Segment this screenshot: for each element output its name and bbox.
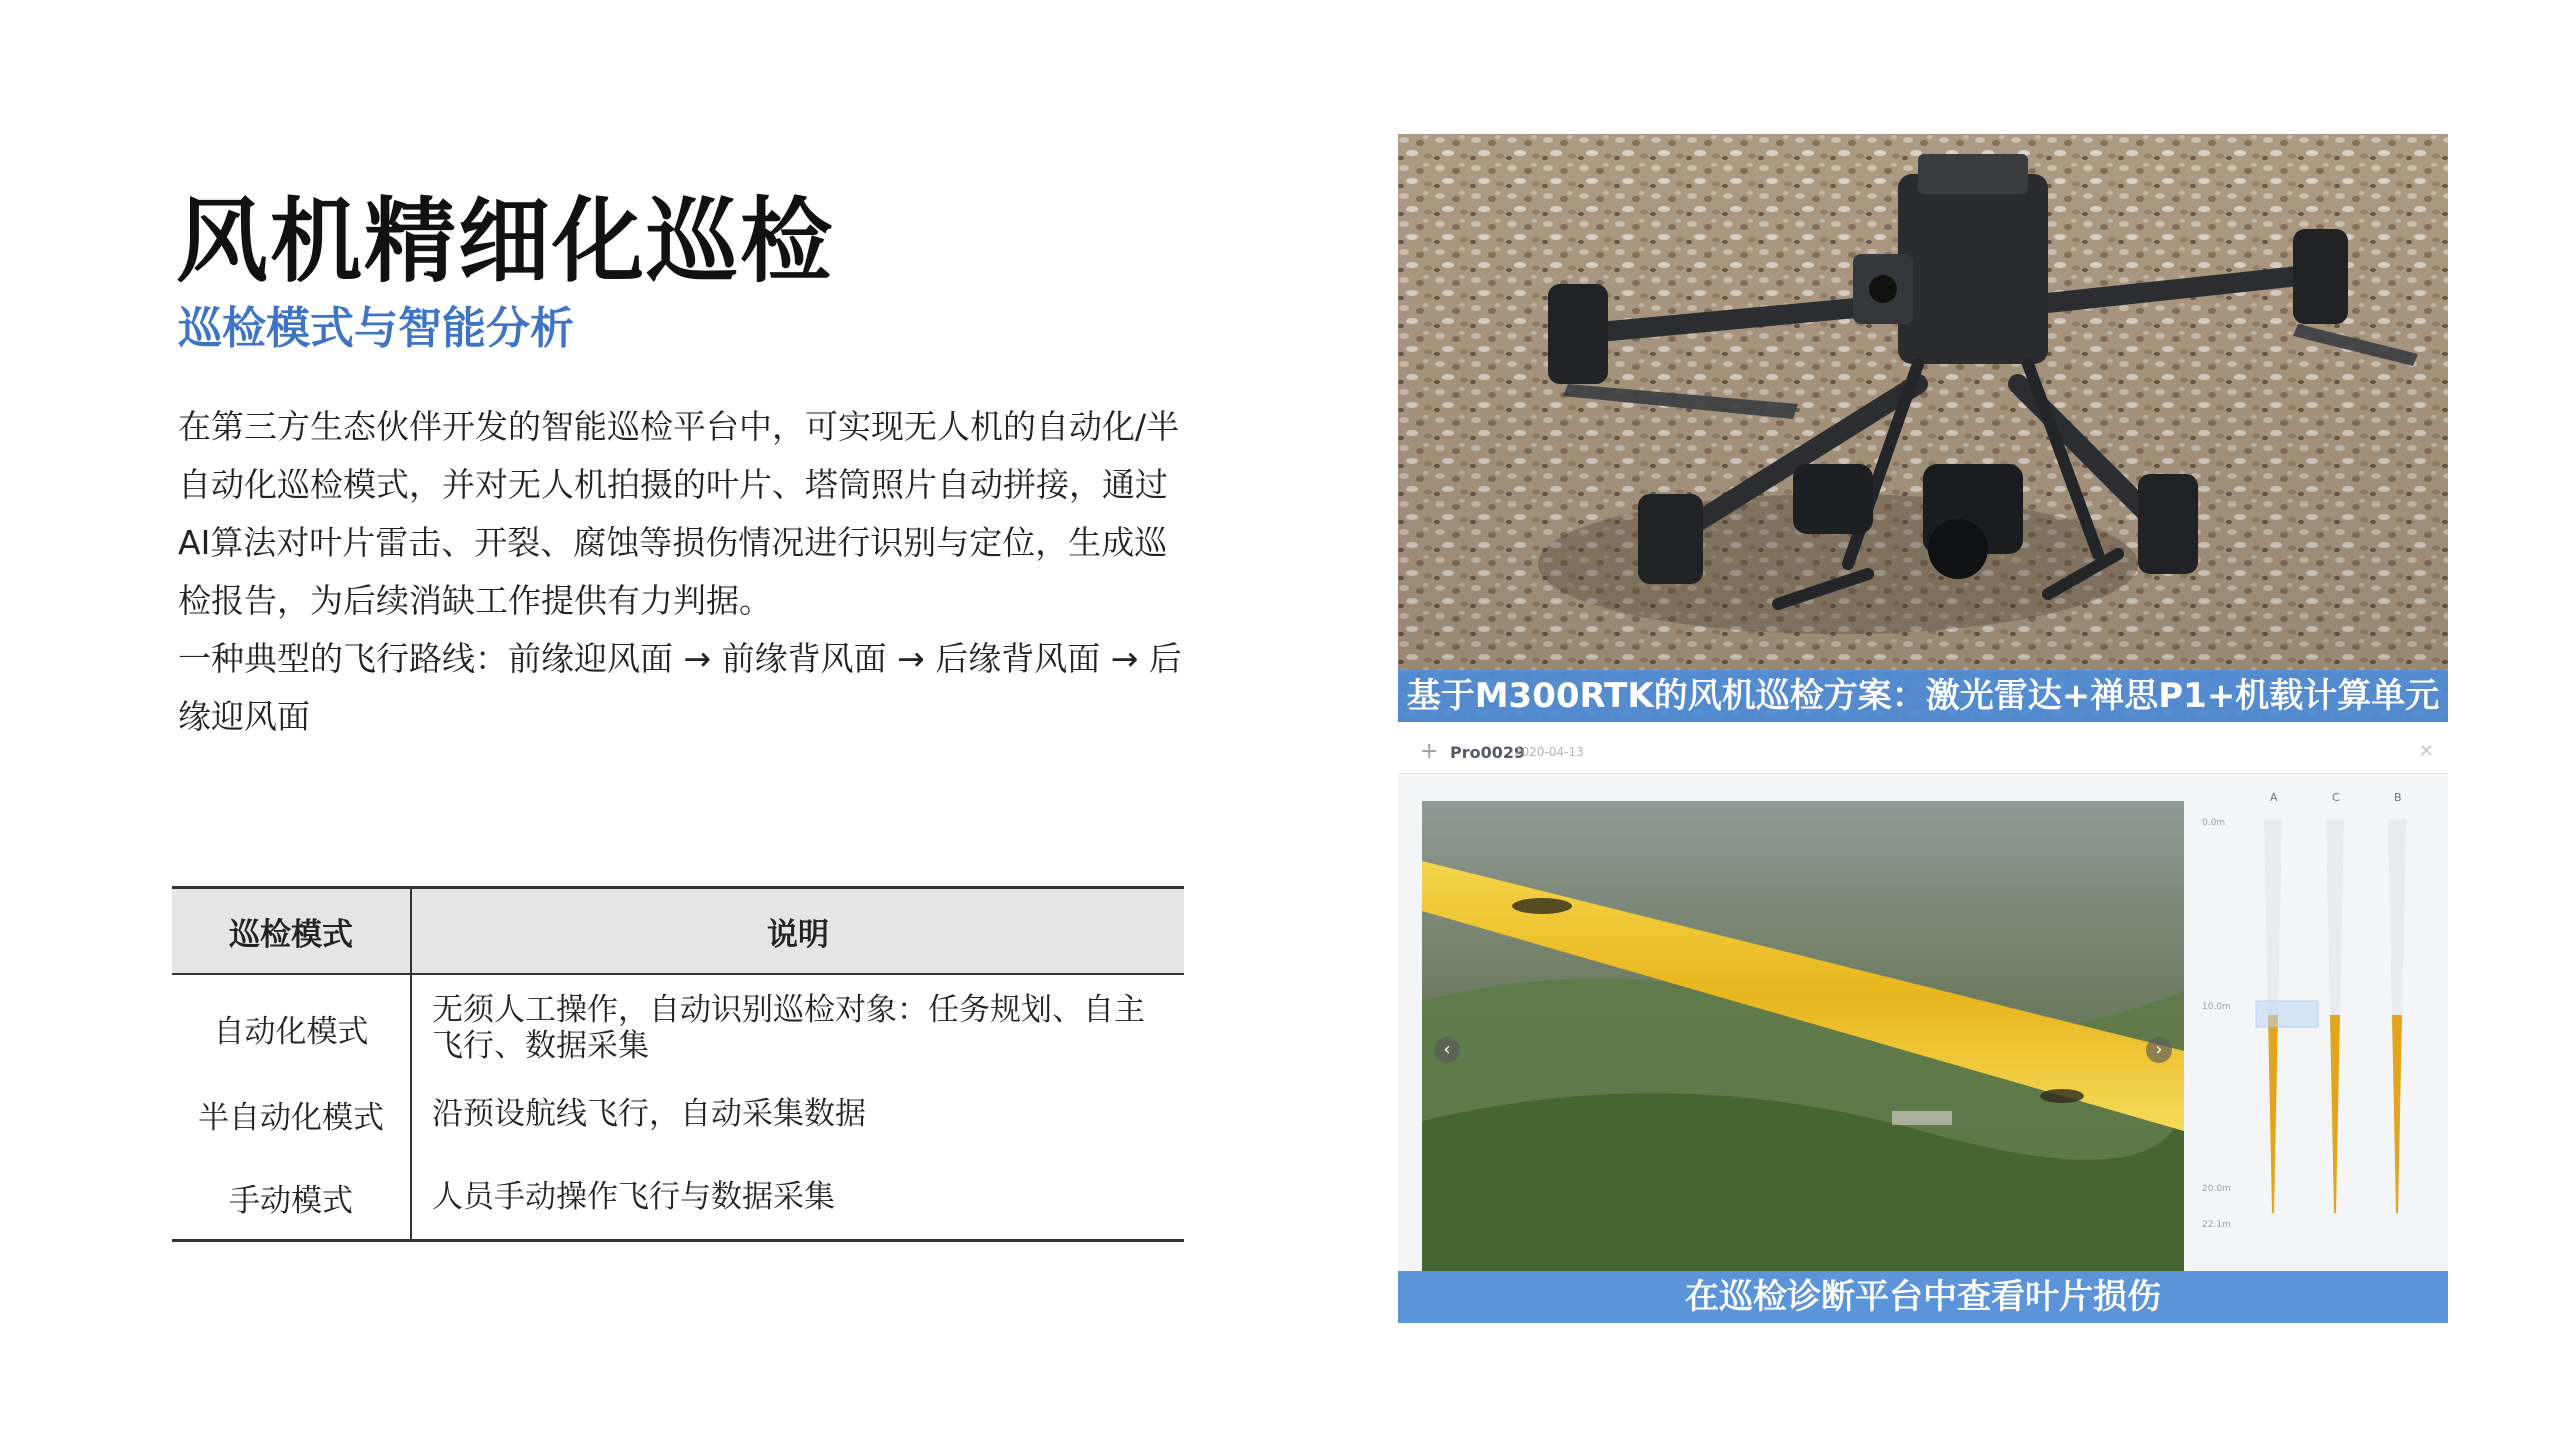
previous-image-button[interactable]: ‹ bbox=[1434, 1037, 1460, 1063]
plus-icon: + bbox=[1420, 739, 1439, 764]
blade-label-c: C bbox=[2332, 791, 2340, 804]
project-name: Pro0029 bbox=[1450, 743, 1526, 762]
scale-label: 22.1m bbox=[2202, 1220, 2231, 1230]
table-cell-mode: 自动化模式 bbox=[172, 974, 411, 1073]
table-row bbox=[172, 974, 1184, 1073]
table-cell-mode: 手动模式 bbox=[172, 1155, 411, 1241]
scale-label: 20.0m bbox=[2202, 1184, 2231, 1194]
app-header bbox=[1398, 733, 2448, 774]
body-text bbox=[178, 398, 1188, 746]
drone-caption: 基于M300RTK的风机巡检方案：激光雷达+禅思P1+机载计算单元 bbox=[1398, 670, 2448, 722]
scale-label: 10.0m bbox=[2202, 1002, 2231, 1012]
blade-damage-chart bbox=[2198, 783, 2434, 1263]
table-cell-desc: 无须人工操作，自动识别巡检对象：任务规划、自主飞行、数据采集 bbox=[432, 992, 1145, 1064]
blade-b-bar bbox=[2388, 819, 2406, 1213]
next-image-button[interactable]: › bbox=[2146, 1037, 2172, 1063]
table-cell-desc: 人员手动操作飞行与数据采集 bbox=[411, 1155, 1184, 1241]
page-subtitle: 巡检模式与智能分析 bbox=[178, 303, 574, 354]
drone-illustration bbox=[1398, 134, 2448, 722]
blade-photo-viewer bbox=[1422, 801, 2184, 1271]
body-paragraph-1: 在第三方生态伙伴开发的智能巡检平台中，可实现无人机的自动化/半自动化巡检模式，并对无人机拍摄的叶片、塔筒照片自动拼接，通过AI算法对叶片雷击、开裂、腐蚀等损伤情况进行识别与定位，生成巡检报告，为后续消缺工作提供有力判据。 bbox=[178, 407, 1180, 620]
table-header-row bbox=[172, 888, 1184, 975]
table-cell-mode: 半自动化模式 bbox=[172, 1073, 411, 1155]
table-header-mode: 巡检模式 bbox=[172, 888, 411, 975]
table-row bbox=[172, 1155, 1184, 1241]
scale-label: 0.0m bbox=[2202, 818, 2226, 828]
drone-photo bbox=[1398, 134, 2448, 722]
blade-photo bbox=[1422, 801, 2184, 1271]
table-header-desc: 说明 bbox=[411, 888, 1184, 975]
blade-label-b: B bbox=[2394, 791, 2402, 804]
body-paragraph-2: 一种典型的飞行路线：前缘迎风面 → 前缘背风面 → 后缘背风面 → 后缘迎风面 bbox=[178, 639, 1182, 736]
blade-label-a: A bbox=[2270, 791, 2278, 804]
project-date: 2020-04-13 bbox=[1514, 745, 1584, 759]
platform-screenshot bbox=[1398, 733, 2448, 1323]
page-title: 风机精细化巡检 bbox=[176, 188, 835, 295]
blade-c-bar bbox=[2326, 819, 2344, 1213]
table-cell-desc: 沿预设航线飞行，自动采集数据 bbox=[432, 1096, 866, 1132]
selected-region-marker[interactable] bbox=[2256, 1001, 2318, 1027]
close-icon: ✕ bbox=[2418, 741, 2434, 762]
table-row bbox=[172, 1073, 1184, 1155]
platform-caption: 在巡检诊断平台中查看叶片损伤 bbox=[1398, 1271, 2448, 1323]
inspection-mode-table bbox=[172, 886, 1184, 1242]
